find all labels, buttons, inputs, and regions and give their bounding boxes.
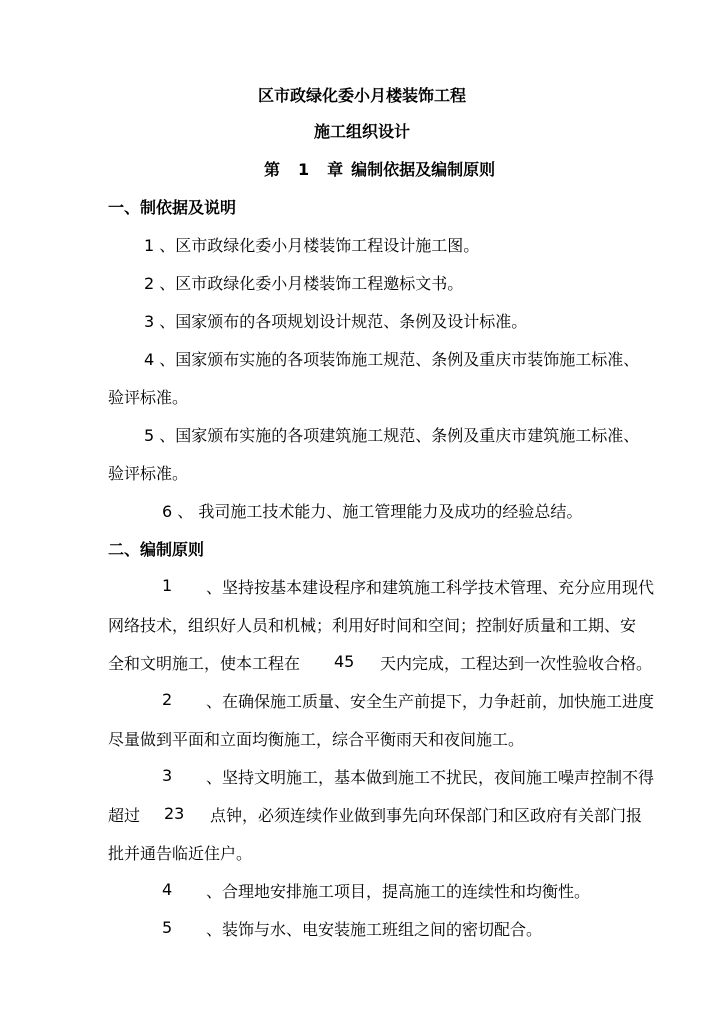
principle-text: 、坚持文明施工，基本做到施工不扰民，夜间施工噪声控制不得 (206, 768, 655, 787)
principle-number: 2 (162, 690, 173, 709)
principle-number: 1 (162, 576, 173, 595)
chapter-heading (264, 160, 495, 180)
section1-item-continued: 验评标准。 (108, 464, 189, 483)
chapter-prefix: 第 (264, 160, 281, 179)
chapter-name: 编制依据及编制原则 (351, 160, 496, 179)
principle-text: 尽量做到平面和立面均衡施工，综合平衡雨天和夜间施工。 (108, 730, 525, 749)
principle-text: 网络技术，组织好人员和机械；利用好时间和空间；控制好质量和工期、安 (108, 616, 637, 635)
section1-item: 6 、 我司施工技术能力、施工管理能力及成功的经验总结。 (162, 502, 583, 521)
section1-item-continued: 验评标准。 (108, 388, 189, 407)
principle-text: 全和文明施工，使本工程在 (108, 654, 301, 673)
document-subtitle: 施工组织设计 (313, 122, 410, 141)
section1-item: 4 、国家颁布实施的各项装饰施工规范、条例及重庆市装饰施工标准、 (144, 350, 640, 369)
principle-text: 点钟，必须连续作业做到事先向环保部门和区政府有关部门报 (210, 806, 643, 825)
duration-days: 45 (334, 652, 355, 671)
section2-heading: 二、编制原则 (108, 540, 205, 559)
time-hour: 23 (164, 804, 185, 823)
section1-item: 2 、区市政绿化委小月楼装饰工程邀标文书。 (144, 274, 464, 293)
principle-number: 4 (162, 880, 173, 899)
principle-text: 、在确保施工质量、安全生产前提下，力争赶前，加快施工进度 (206, 692, 655, 711)
section1-item: 1 、区市政绿化委小月楼装饰工程设计施工图。 (144, 236, 480, 255)
document-title: 区市政绿化委小月楼装饰工程 (257, 86, 466, 105)
chapter-number: 1 (298, 160, 310, 179)
principle-text: 、装饰与水、电安装施工班组之间的密切配合。 (206, 920, 543, 939)
principle-number: 5 (162, 918, 173, 937)
section1-heading: 一、制依据及说明 (108, 198, 237, 217)
principle-text: 超过 (108, 806, 141, 825)
section1-item: 3 、国家颁布的各项规划设计规范、条例及设计标准。 (144, 312, 528, 331)
chapter-suffix: 章 (327, 160, 344, 179)
principle-text: 天内完成，工程达到一次性验收合格。 (380, 654, 653, 673)
principle-text: 批并通告临近住户。 (108, 844, 253, 863)
principle-number: 3 (162, 766, 173, 785)
section1-item: 5 、国家颁布实施的各项建筑施工规范、条例及重庆市建筑施工标准、 (144, 426, 640, 445)
principle-text: 、合理地安排施工项目，提高施工的连续性和均衡性。 (206, 882, 591, 901)
principle-text: 、坚持按基本建设程序和建筑施工科学技术管理、充分应用现代 (206, 578, 655, 597)
